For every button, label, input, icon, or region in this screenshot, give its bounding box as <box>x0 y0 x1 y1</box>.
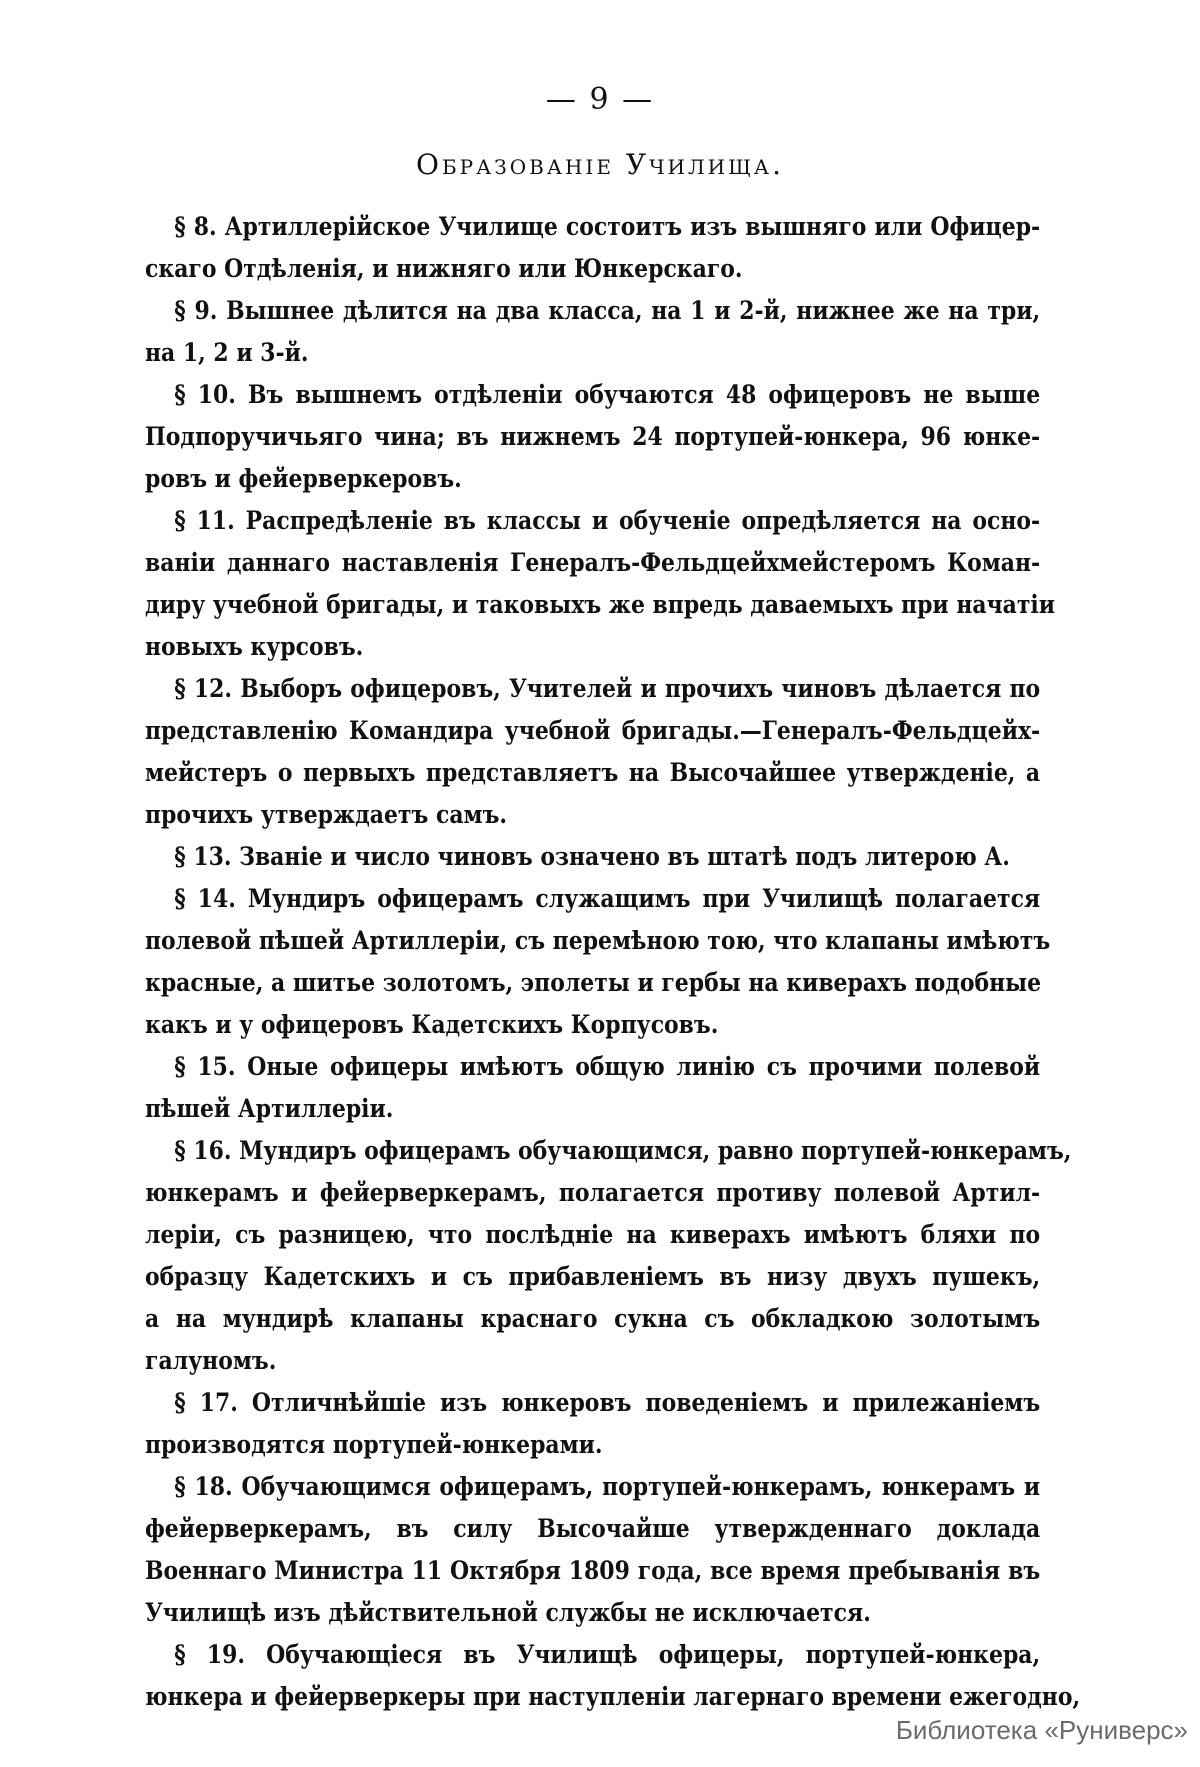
text-line: ровъ и фейерверкеровъ. <box>145 464 462 494</box>
text-line: полевой пѣшей Артиллеріи, съ перемѣною тою, что клапаны имѣютъ <box>145 926 1051 956</box>
text-line: прочихъ утверждаетъ самъ. <box>145 800 508 830</box>
text-line: производятся портупей-юнкерами. <box>145 1430 603 1460</box>
text-line: леріи, съ разницею, что послѣдніе на киверахъ имѣютъ бляхи по <box>145 1220 1041 1250</box>
text-line: красные, а шитье золотомъ, эполеты и гербы на киверахъ подобные <box>145 968 1042 998</box>
paragraph-13 <box>145 836 1040 878</box>
text-line: ваніи даннаго наставленія Генералъ-Фельдцейхмейстеромъ Коман- <box>145 548 1041 578</box>
text-line: пѣшей Артиллеріи. <box>145 1094 394 1124</box>
text-line: какъ и у офицеровъ Кадетскихъ Корпусовъ. <box>145 1010 719 1040</box>
paragraph-10 <box>145 374 1040 500</box>
paragraph-11 <box>145 500 1056 668</box>
paragraph-9 <box>145 290 1040 374</box>
text-line: фейерверкерамъ, въ силу Высочайше утвержденнаго доклада <box>145 1514 1041 1544</box>
text-line: мейстеръ о первыхъ представляетъ на Высочайшее утвержденіе, а <box>145 758 1041 788</box>
text-line: § 17. Отличнѣйшіе изъ юнкеровъ поведеніемъ и прилежаніемъ <box>174 1388 1041 1418</box>
chapter-title: Образованіе Училища. <box>416 148 784 181</box>
library-watermark: Библиотека «Руниверс» <box>895 1715 1188 1745</box>
text-line: § 8. Артиллерійское Училище состоитъ изъ вышняго или Офицер- <box>174 212 1041 242</box>
text-line: § 16. Мундиръ офицерамъ обучающимся, равно портупей-юнкерамъ, <box>174 1136 1072 1166</box>
paragraph-14 <box>145 878 1051 1046</box>
paragraph-16 <box>145 1130 1072 1382</box>
text-line: юнкерамъ и фейерверкерамъ, полагается противу полевой Артил- <box>145 1178 1041 1208</box>
paragraph-12 <box>145 668 1040 836</box>
body-text <box>145 206 1081 1718</box>
text-line: представленію Командира учебной бригады.—Генералъ-Фельдцейх- <box>145 716 1041 746</box>
text-line: юнкера и фейерверкеры при наступленіи лагернаго времени ежегодно, <box>145 1682 1081 1712</box>
text-line: § 12. Выборъ офицеровъ, Учителей и прочихъ чиновъ дѣлается по <box>174 674 1041 704</box>
text-line: образцу Кадетскихъ и съ прибавленіемъ въ низу двухъ пушекъ, <box>145 1262 1041 1292</box>
paragraph-19 <box>145 1634 1081 1718</box>
text-line: на 1, 2 и 3-й. <box>145 338 309 368</box>
text-line: § 18. Обучающимся офицерамъ, портупей-юнкерамъ, юнкерамъ и <box>174 1472 1041 1502</box>
text-line: галуномъ. <box>145 1346 277 1376</box>
text-line: Училищѣ изъ дѣйствительной службы не исключается. <box>145 1598 871 1628</box>
text-line: Подпоручичьяго чина; въ нижнемъ 24 портупей-юнкера, 96 юнке- <box>145 422 1041 452</box>
text-line: § 10. Въ вышнемъ отдѣленіи обучаются 48 офицеровъ не выше <box>174 380 1041 410</box>
text-line: § 9. Вышнее дѣлится на два класса, на 1 и 2-й, нижнее же на три, <box>174 296 1041 326</box>
page-number: — 9 — <box>545 82 655 117</box>
text-line: § 14. Мундиръ офицерамъ служащимъ при Училищѣ полагается <box>174 884 1041 914</box>
text-line: а на мундирѣ клапаны краснаго сукна съ обкладкою золотымъ <box>145 1304 1041 1334</box>
text-line: § 19. Обучающіеся въ Училищѣ офицеры, портупей-юнкера, <box>174 1640 1041 1670</box>
paragraph-17 <box>145 1382 1040 1466</box>
text-line: § 11. Распредѣленіе въ классы и обученіе опредѣляется на осно- <box>174 506 1041 536</box>
paragraph-8 <box>145 206 1040 290</box>
paragraph-15 <box>145 1046 1040 1130</box>
text-line: § 13. Званіе и число чиновъ означено въ штатѣ подъ литерою А. <box>174 842 1010 872</box>
paragraph-18 <box>145 1466 1040 1634</box>
text-line: диру учебной бригады, и таковыхъ же впредь даваемыхъ при начатіи <box>145 590 1056 620</box>
text-line: Военнаго Министра 11 Октября 1809 года, все время пребыванія въ <box>145 1556 1041 1586</box>
text-line: новыхъ курсовъ. <box>145 632 364 662</box>
text-line: § 15. Оные офицеры имѣютъ общую линію съ прочими полевой <box>174 1052 1041 1082</box>
text-line: скаго Отдѣленія, и нижняго или Юнкерскаго. <box>145 254 743 284</box>
